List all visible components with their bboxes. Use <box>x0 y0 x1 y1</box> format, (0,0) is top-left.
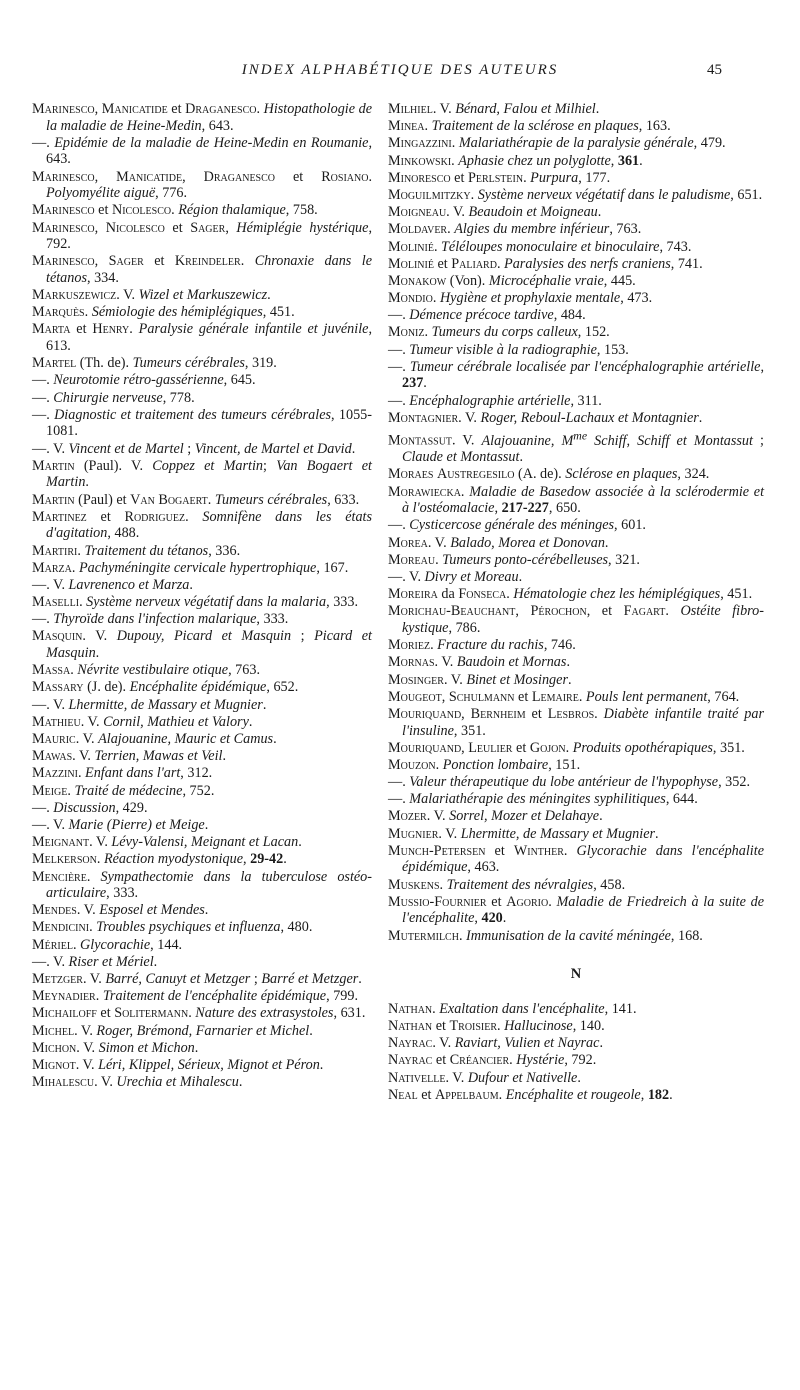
index-entry: Meignant. V. Lévy-Valensi, Meignant et Lacan. <box>32 834 302 851</box>
index-entry: Metzger. V. Barré, Canuyt et Metzger ; Barré et Metzger. <box>32 971 362 988</box>
index-entry: Moniz. Tumeurs du corps calleux, 152. <box>388 324 610 341</box>
index-entry: Moigneau. V. Beaudoin et Moigneau. <box>388 204 602 221</box>
index-entry: Mauric. V. Alajouanine, Mauric et Camus. <box>32 731 277 747</box>
index-entry: Montassut. V. Alajouanine, $M^{me}$ Schiff, Schiff et Montassut ; Claude et Montassut. <box>388 427 764 466</box>
running-title: INDEX ALPHABÉTIQUE DES AUTEURS <box>241 62 559 78</box>
index-entry: —. Valeur thérapeutique du lobe antérieur de l'hypophyse, 352. <box>388 774 750 791</box>
index-entry: Morichau-Beauchant, Pérochon, et Fagart. Ostéite fibro-kystique, 786. <box>388 603 764 636</box>
index-entry: Molinié et Paliard. Paralysies des nerfs craniens, 741. <box>388 255 703 272</box>
index-entry: Moraes Austregesilo (A. de). Sclérose en plaques, 324. <box>388 466 710 483</box>
index-entry: —. V. Riser et Mériel. <box>32 953 158 970</box>
index-entry: —. Tumeur visible à la radiographie, 153. <box>388 341 629 358</box>
index-entry: Morawiecka. Maladie de Basedow associée à la sclérodermie et à l'ostéomalacie, 217-227, 650. <box>388 483 765 517</box>
index-entry: Marinesco, Manicatide, Draganesco et Rosiano. Polyomyélite aiguë, 776. <box>32 168 373 202</box>
index-entry: Neal et Appelbaum. Encéphalite et rougeole, 182. <box>388 1086 673 1103</box>
index-entry: —. Cysticercose générale des méninges, 601. <box>388 517 646 534</box>
index-entry: Mouriquand, Bernheim et Lesbros. Diabète infantile traité par l'insuline, 351. <box>388 705 764 739</box>
index-entry: —. V. Marie (Pierre) et Meige. <box>32 816 209 833</box>
index-entry: Mozer. V. Sorrel, Mozer et Delahaye. <box>388 808 603 825</box>
index-entry: —. Discussion, 429. <box>32 799 148 816</box>
page-header <box>0 62 800 84</box>
index-entry: Minoresco et Perlstein. Purpura, 177. <box>388 169 611 186</box>
index-entry: Marza. Pachyméningite cervicale hypertrophique, 167. <box>32 559 349 576</box>
index-entry: Mihalescu. V. Urechia et Mihalescu. <box>32 1074 243 1091</box>
index-entry: Markuszewicz. V. Wizel et Markuszewicz. <box>32 287 271 304</box>
index-entry: —. Malariathérapie des méningites syphilitiques, 644. <box>388 791 698 808</box>
index-entry: Marta et Henry. Paralysie générale infantile et juvénile, 613. <box>32 321 372 355</box>
index-entry: Marinesco, Nicolesco et Sager, Hémiplégie hystérique, 792. <box>32 219 372 253</box>
index-entry: Martin (Paul). V. Coppez et Martin; Van Bogaert et Martin. <box>32 457 372 491</box>
page-number: 45 <box>707 62 722 78</box>
index-entry: Moreau. Tumeurs ponto-cérébelleuses, 321. <box>388 551 640 568</box>
index-entry: —. Epidémie de la maladie de Heine-Medin en Roumanie, 643. <box>32 134 372 168</box>
index-entry: Mendicini. Troubles psychiques et influenza, 480. <box>32 919 313 936</box>
index-entry: Nativelle. V. Dufour et Nativelle. <box>388 1069 581 1086</box>
index-entry: Maselli. Système nerveux végétatif dans la malaria, 333. <box>32 594 359 611</box>
index-entry: —. Neurotomie rétro-gassérienne, 645. <box>32 372 256 389</box>
index-entry: Martinez et Rodriguez. Somnifène dans les états d'agitation, 488. <box>32 508 372 542</box>
index-entry: Meynadier. Traitement de l'encéphalite épidémique, 799. <box>32 988 359 1005</box>
index-entry: Mathieu. V. Cornil, Mathieu et Valory. <box>32 713 253 730</box>
index-entry: Martel (Th. de). Tumeurs cérébrales, 319. <box>32 355 277 372</box>
index-entry: Moldaver. Algies du membre inférieur, 763. <box>388 221 642 238</box>
index-entry: Martin (Paul) et Van Bogaert. Tumeurs cérébrales, 633. <box>32 491 360 508</box>
index-entry: Mondio. Hygiène et prophylaxie mentale, 473. <box>388 290 653 307</box>
index-entry: —. Thyroïde dans l'infection malarique, 333. <box>32 611 289 628</box>
index-entry: Mutermilch. Immunisation de la cavité méningée, 168. <box>388 927 703 944</box>
index-entry: —. Tumeur cérébrale localisée par l'encéphalographie artérielle, 237. <box>388 358 764 392</box>
index-entry: Mingazzini. Malariathérapie de la paralysie générale, 479. <box>388 135 726 152</box>
index-entry: Mornas. V. Baudoin et Mornas. <box>388 654 570 671</box>
index-entry: Massa. Névrite vestibulaire otique, 763. <box>32 662 260 679</box>
index-entry: Nathan. Exaltation dans l'encéphalite, 141. <box>388 1000 637 1017</box>
index-entry: Minea. Traitement de la sclérose en plaques, 163. <box>388 118 671 135</box>
index-entry: Morea. V. Balado, Morea et Donovan. <box>388 534 609 551</box>
index-entry: Nathan et Troisier. Hallucinose, 140. <box>388 1017 605 1034</box>
index-entry: —. V. Divry et Moreau. <box>388 569 523 586</box>
index-entry: Molinié. Téléloupes monoculaire et binoculaire, 743. <box>388 238 692 255</box>
section-letter: N <box>570 966 582 983</box>
index-entry: Marinesco, Manicatide et Draganesco. Histopathologie de la maladie de Heine-Medin, 643. <box>32 101 372 134</box>
index-entry: Mussio-Fournier et Agorio. Maladie de Friedreich à la suite de l'encéphalite, 420. <box>388 893 764 927</box>
index-entry: Mougeot, Schulmann et Lemaire. Pouls lent permanent, 764. <box>388 688 740 705</box>
index-entry: —. V. Lavrenenco et Marza. <box>32 576 193 593</box>
index-entry: Mouzon. Ponction lombaire, 151. <box>388 756 581 773</box>
index-entry: Marinesco, Sager et Kreindeler. Chronaxie dans le tétanos, 334. <box>32 253 372 286</box>
index-entry: Moguilmitzky. Système nerveux végétatif dans le paludisme, 651. <box>388 186 763 203</box>
index-entry: Mazzini. Enfant dans l'art, 312. <box>32 765 213 782</box>
index-entry: Moriez. Fracture du rachis, 746. <box>388 637 576 654</box>
index-column-left <box>32 101 372 1091</box>
index-entry: Massary (J. de). Encéphalite épidémique, 652. <box>32 679 299 696</box>
index-entry: —. Démence précoce tardive, 484. <box>388 307 586 324</box>
index-entry: Mosinger. V. Binet et Mosinger. <box>388 671 572 688</box>
index-entry: Martiri. Traitement du tétanos, 336. <box>32 542 241 559</box>
index-entry: Nayrac. V. Raviart, Vulien et Nayrac. <box>388 1035 603 1052</box>
index-entry: Minkowski. Aphasie chez un polyglotte, 361. <box>388 152 643 169</box>
index-entry: Marquès. Sémiologie des hémiplégiques, 451. <box>32 304 295 321</box>
index-entry: Mencière. Sympathectomie dans la tuberculose ostéo-articulaire, 333. <box>32 868 372 902</box>
index-entry: —. V. Lhermitte, de Massary et Mugnier. <box>32 696 267 713</box>
index-entry: Meige. Traité de médecine, 752. <box>32 782 215 799</box>
index-entry: Mugnier. V. Lhermitte, de Massary et Mugnier. <box>388 825 659 842</box>
index-entry: Mouriquand, Leulier et Gojon. Produits opothérapiques, 351. <box>388 739 745 756</box>
index-entry: Monakow (Von). Microcéphalie vraie, 445. <box>388 272 636 289</box>
index-entry: Michon. V. Simon et Michon. <box>32 1039 199 1056</box>
index-entry: Melkerson. Réaction myodystonique, 29-42. <box>32 851 287 868</box>
index-entry: —. Diagnostic et traitement des tumeurs cérébrales, 1055-1081. <box>32 406 373 440</box>
index-entry: Moreira da Fonseca. Hématologie chez les hémiplégiques, 451. <box>388 586 753 603</box>
index-entry: Mendes. V. Esposel et Mendes. <box>32 902 209 919</box>
index-entry: —. V. Vincent et de Martel ; Vincent, de Martel et David. <box>32 440 356 457</box>
index-entry: Michailoff et Solitermann. Nature des extrasystoles, 631. <box>32 1005 366 1022</box>
index-entry: Milhiel. V. Bénard, Falou et Milhiel. <box>388 101 600 117</box>
index-entry: —. Chirurgie nerveuse, 778. <box>32 389 195 406</box>
index-column-right <box>388 101 764 1104</box>
index-entry: Mignot. V. Léri, Klippel, Sérieux, Mignot et Péron. <box>32 1056 324 1073</box>
index-entry: —. Encéphalographie artérielle, 311. <box>388 392 602 409</box>
index-entry: Michel. V. Roger, Brémond, Farnarier et Michel. <box>32 1022 313 1039</box>
index-entry: Munch-Petersen et Winther. Glycorachie dans l'encéphalite épidémique, 463. <box>388 842 764 876</box>
index-entry: Montagnier. V. Roger, Reboul-Lachaux et Montagnier. <box>388 409 703 426</box>
index-entry: Nayrac et Créancier. Hystérie, 792. <box>388 1052 597 1069</box>
index-entry: Mériel. Glycorachie, 144. <box>32 936 183 953</box>
index-entry: Masquin. V. Dupouy, Picard et Masquin ; Picard et Masquin. <box>32 628 372 662</box>
index-entry: Marinesco et Nicolesco. Région thalamique, 758. <box>32 202 318 219</box>
index-entry: Mawas. V. Terrien, Mawas et Veil. <box>32 748 227 765</box>
index-entry: Muskens. Traitement des névralgies, 458. <box>388 876 626 893</box>
